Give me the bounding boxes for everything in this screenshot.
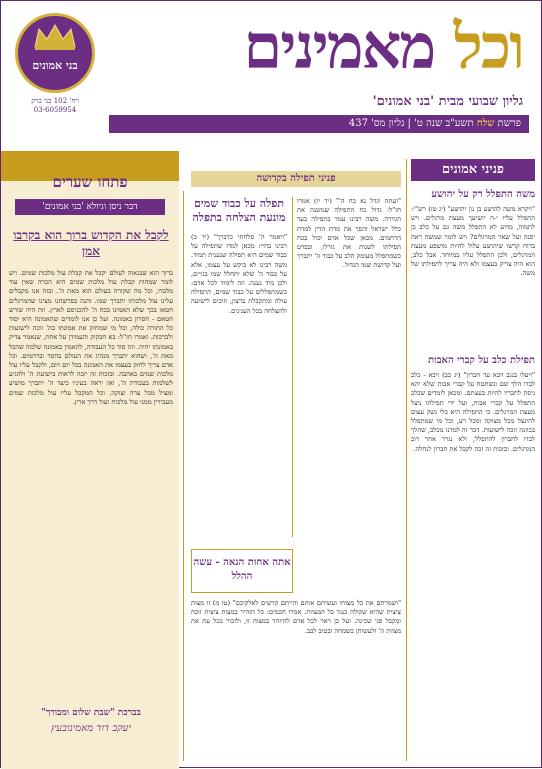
middle-body-c: "ושמרתם את כל מצותי ועשיתם אותם והייתם קדשים לאלקיכם" (טו מ) זו מצות ציצית שהיא שקולה כנגד כל המצוות. אמרו חכמים: כל הזהיר במצות ציצית זוכה ומקבל פני שכינה. ועל כן ראוי לכל אדם להיזהר במצוה זו, ולזכור בכל עת את מצוות ה' ולעשותן בשמחה ובטוב לבב. — [191, 599, 401, 635]
middle-heading: תפלה על כבוד שמים מונעת הצלחה בתפלה — [192, 197, 286, 224]
column-divider — [292, 197, 293, 537]
middle-box — [191, 549, 293, 593]
left-column-title: פתחו שערים — [52, 173, 128, 191]
column-divider — [183, 191, 184, 761]
right-heading-2: תפילת כלב על קברי האבות — [428, 355, 535, 366]
right-heading-1: משה התפלל רק על יהושע — [431, 189, 535, 200]
right-body-2: "ויעלו בנגב ויבא עד חברון" (יג כב) ויבא - כלב לבדו הלך שם ונשתטח על קברי אבות שלא יהא ניסת לחבריו להיות בעצתם. ומכאן לומדים שכלב התפלל על קברי אבות, ועל ידי תפילתו ניצל מעצת המרגלים. כי התפילה היא כלי נשק עצום להינצל מכל מצוקה ומכל רע, וכל מי שמתפלל בכוונה זוכה לישועות. דבר זה למדנו מכלב, שהלך לבדו לחברון להתפלל, ולא נגרר אחר רוב המרגלים. ובזכות זה זכה לקבל את חברון לנחלה. — [411, 371, 535, 453]
right-body-1: "ויקרא משה להושע בן נון יהושע" (יג טז) רש"י: התפלל עליו י-ה יושיעך מעצת מרגלים. ויש לתמוה, מדוע לא התפלל משה גם על כלב בן יפנה ועל שאר המרגלים? ויש לומר שמשה ראה ברוח קדשו שיהושע עלול להיות מושפע מעצת המרגלים, ולכן התפלל עליו במיוחד. אבל כלב, הוא היה צדיק בעצמו ולא היה צריך לתפילתו של משה. — [411, 205, 535, 278]
left-column-heading: לקבל את הקדוש ברוך הוא בקרבו אמן — [13, 228, 169, 258]
crown-icon — [31, 23, 79, 51]
middle-tab: פניני תפילה בקדושה — [191, 171, 401, 187]
middle-body-a: "ויאמר ה' סלחתי כדברך" (יד כ) רבינו בחיי: מכאן למדו שתפילה על כבוד שמים היא תפילה שנענית תמיד. משה רבינו לא ביקש על עצמו, אלא על כבוד ה' שלא יתחלל שמו בגויים, ולכן מיד נענה. וזה לימוד לכל אדם: כשמתפללים על כבוד שמים, התפילה עולה ומתקבלת ברצון, וזוכים לישועה ולהצלחה בכל הענינים. — [191, 233, 287, 315]
title-prefix: וכל — [453, 10, 523, 83]
right-column-tab: פניני אמונים — [411, 159, 535, 181]
masthead — [1, 1, 541, 151]
left-column-author: דבר ניסן וגיולא 'בני אמונים' — [15, 199, 165, 215]
address-line-2: 03-6059954 — [33, 106, 77, 114]
left-column-signature: יעקב דוד מאמינובעץ — [51, 723, 131, 734]
logo-name: בני אמונים — [32, 59, 78, 72]
issue-bar-label: פרשת — [497, 118, 521, 129]
issue-parsha: שלח — [476, 118, 495, 129]
address — [9, 97, 101, 115]
issue-info: תשע"ב שנה ט' | גליון מס' 437 — [348, 118, 474, 129]
left-column-footer: בברכת "שבת שלום ומבורך" — [41, 708, 141, 718]
newsletter-subtitle: גליון שבועי מבית 'בני אמונים' — [372, 94, 523, 109]
middle-body-b: "ועתה יגדל נא כח ה'" (יד יז) אמרו חז"ל: גדול כח התפילה שמשנה את הגזירה. משה רבינו עמד בתפילה בעד כלל ישראל והפך את מדת הדין למדת הרחמים. מכאן שכל אדם יכול בכח תפילתו לשנות את גורלו, ובפרט כשמתפלל מעומק הלב על כבוד ה' יתברך ועל קדושת שמו הגדול. — [297, 197, 401, 270]
middle-box-title: אתה אחות הנאה - עשה ההלל — [193, 557, 291, 582]
left-column-body: ברוך הוא שבגאוה לעולם יקבל את קבלת עול מלכות שמים. ויש לומר שמהות קבלת עול מלכות שמים היא הכרה שאין עוד מלבדו, וכל מה שקורה בעולם הוא מאת ה'. ובזה אנו מקבלים עלינו עול מלכותו יתברך שמו. והנה בפרשתנו מצינו שהמרגלים חטאו בכך שלא האמינו בכח ה' להכניסם לארץ. וזה היה שורש חטאם - חסרון באמונה. ועל כן אנו לומדים שהאמונה היא יסוד כל התורה כולה, וכל מי שמחזק את אמונתו בה' זוכה לישועות ולברכות. ואמרו חז"ל: בא חבקוק והעמידן על אחת, שנאמר צדיק באמונתו יחיה. וזה סוד כל העבודה, להאמין באמונה שלמה שהכל מאת ה', ושהוא יתברך מנהיג את העולם בחסד וברחמים. וכל אדם צריך לחזק בעצמו את האמונה בכל יום ויום, ולקבל עליו עול מלכות שמים באהבה. ובזכות זה יזכה לראות בישועת ה' ולהגיע לשלמות בעבודת ה', ואז יראה בעיניו כיצד ה' יתברך מושיע ומציל מכל צרה וצוקה. וכל המקבל עליו עול מלכות שמים מעבירין ממנו עול מלכות ועול דרך ארץ. — [9, 269, 173, 406]
logo — [9, 9, 101, 114]
address-line-1: רח' 102 בני ברק — [31, 97, 79, 105]
column-divider — [406, 159, 407, 761]
title-main: מאמינים — [243, 10, 435, 83]
newsletter-title — [123, 7, 523, 93]
issue-bar — [109, 115, 529, 133]
